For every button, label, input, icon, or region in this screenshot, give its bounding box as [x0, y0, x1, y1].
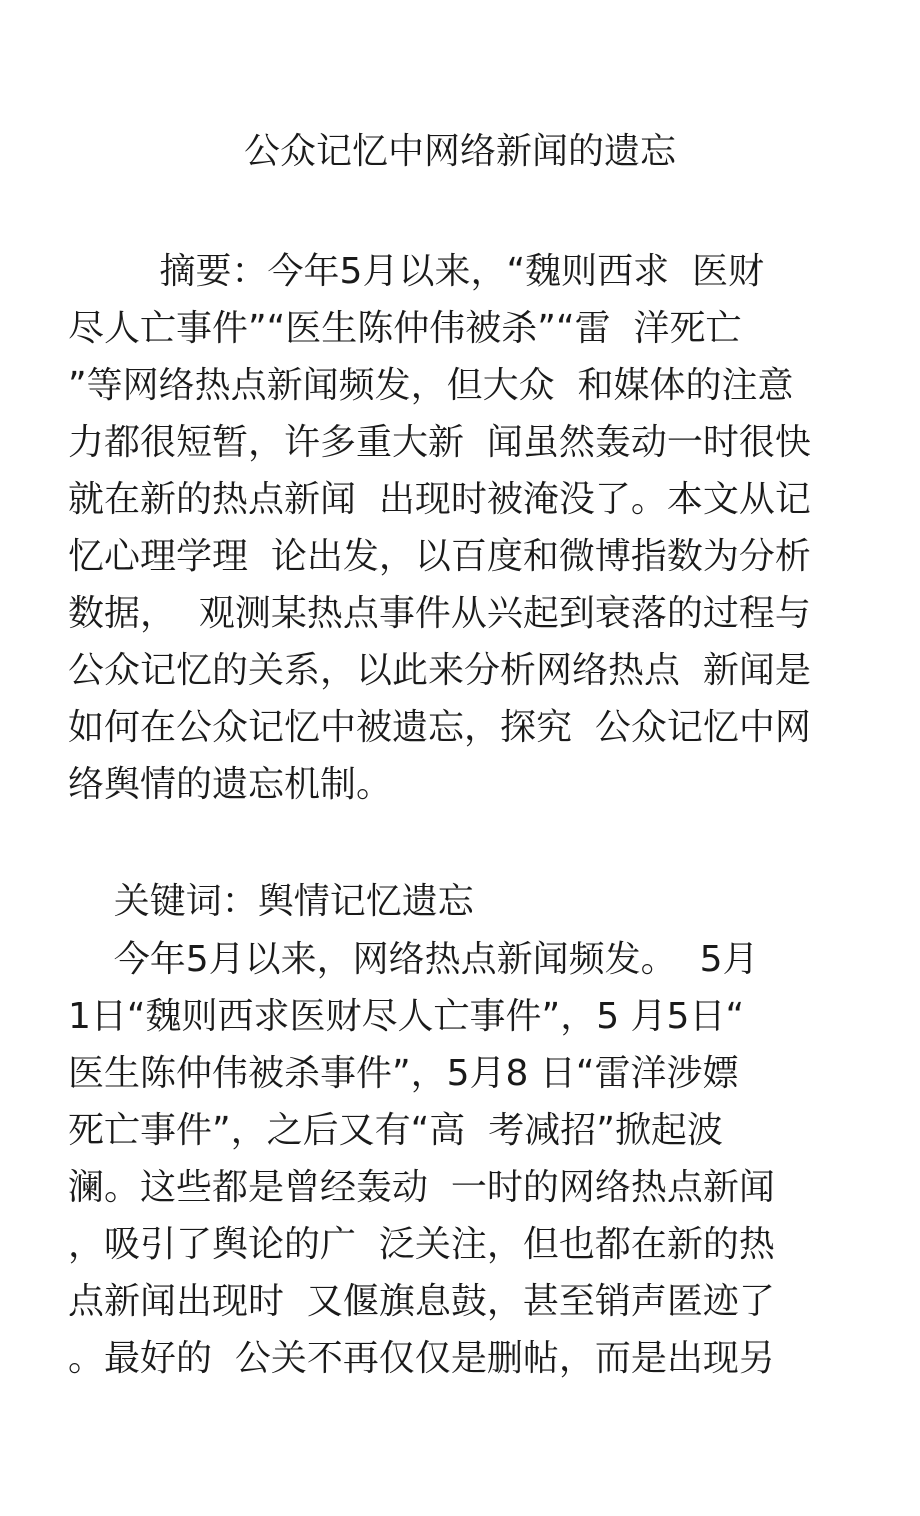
keywords-line: 关键词：舆情记忆遗忘 — [68, 881, 474, 922]
abstract-line: 公众记忆的关系，以此来分析网络热点 新闻是 — [68, 650, 811, 691]
abstract-line: 力都很短暂，许多重大新 闻虽然轰动一时很快 — [68, 422, 811, 463]
body-line: ，吸引了舆论的广 泛关注，但也都在新的热 — [68, 1224, 775, 1265]
abstract-line: 络舆情的遗忘机制。 — [68, 764, 393, 805]
body-line: 医生陈仲伟被杀事件”，5月8 日“雷洋涉嫖 — [68, 1053, 739, 1094]
abstract-line: 摘要：今年5月以来，“魏则西求 医财 — [68, 251, 764, 292]
abstract-line: 尽人亡事件”“医生陈仲伟被杀”“雷 洋死亡 — [68, 308, 742, 349]
body-line: 澜。这些都是曾经轰动 一时的网络热点新闻 — [68, 1167, 775, 1208]
abstract-line: 数据， 观测某热点事件从兴起到衰落的过程与 — [68, 593, 811, 634]
body-line: 1日“魏则西求医财尽人亡事件”，5 月5日“ — [68, 996, 745, 1037]
body-line: 。最好的 公关不再仅仅是删帖，而是出现另 — [68, 1338, 775, 1379]
abstract-line: 忆心理学理 论出发，以百度和微博指数为分析 — [68, 536, 811, 577]
abstract-line: 如何在公众记忆中被遗忘，探究 公众记忆中网 — [68, 707, 811, 748]
body-line: 点新闻出现时 又偃旗息鼓，甚至销声匿迹了 — [68, 1281, 775, 1322]
document-title: 公众记忆中网络新闻的遗忘 — [243, 131, 676, 172]
abstract-line: 就在新的热点新闻 出现时被淹没了。本文从记 — [68, 479, 811, 520]
body-line: 死亡事件”，之后又有“高 考减招”掀起波 — [68, 1110, 723, 1151]
body-line: 今年5月以来，网络热点新闻频发。 5月 — [68, 939, 759, 980]
abstract-line: ”等网络热点新闻频发，但大众 和媒体的注意 — [68, 365, 794, 406]
